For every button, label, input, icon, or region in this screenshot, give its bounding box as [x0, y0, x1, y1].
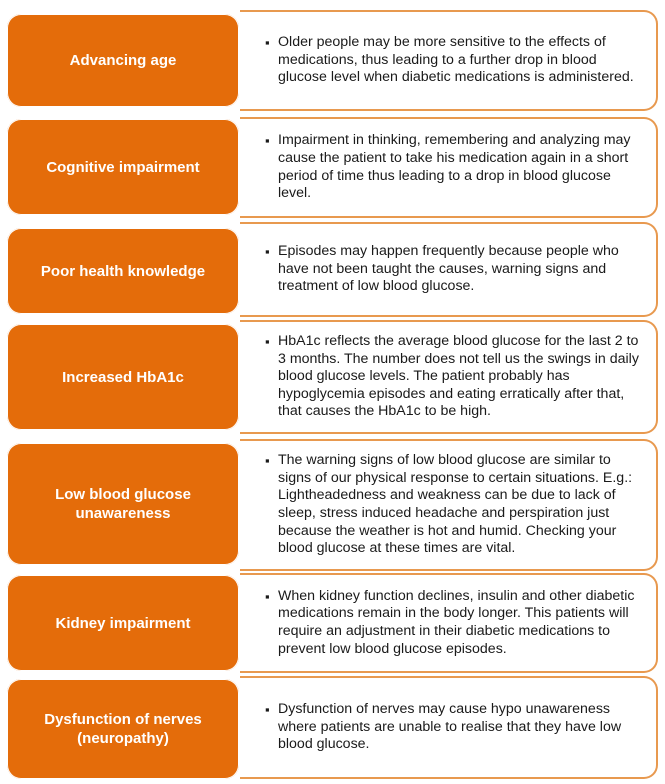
factor-description [265, 132, 642, 202]
factor-description-text: Older people may be more sensitive to the effects of medications, thus leading to a further drop in blood glucose level when diabetic medications is administered. [278, 34, 634, 86]
factor-label: Increased HbA1c [7, 324, 239, 430]
factor-description-box [240, 222, 658, 317]
bullet-icon: ▪ [265, 244, 270, 260]
factor-description-box [240, 117, 658, 218]
factor-description [265, 587, 642, 658]
factor-description [265, 333, 642, 421]
factor-description-box [240, 573, 658, 673]
bullet-icon: ▪ [265, 133, 270, 149]
factor-description-text: Episodes may happen frequently because people who have not been taught the causes, warning signs and treatment of low blood glucose. [278, 243, 619, 295]
factor-description [265, 34, 642, 87]
factor-label: Dysfunction of nerves (neuropathy) [7, 679, 239, 779]
factor-description [265, 701, 642, 754]
factor-description-box [240, 10, 658, 111]
factor-description [265, 452, 642, 558]
bullet-icon: ▪ [265, 702, 270, 718]
factor-label: Poor health knowledge [7, 228, 239, 314]
bullet-icon: ▪ [265, 588, 270, 604]
factor-description-text: HbA1c reflects the average blood glucose for the last 2 to 3 months. The number does not tell us the swings in daily blood glucose levels. The patient probably has hypoglycemia episodes and eating erratically after that, that causes the HbA1c to be high. [278, 333, 639, 420]
bullet-icon: ▪ [265, 453, 270, 469]
factor-label: Low blood glucose unawareness [7, 443, 239, 565]
factor-label: Cognitive impairment [7, 119, 239, 215]
bullet-icon: ▪ [265, 35, 270, 51]
bullet-icon: ▪ [265, 334, 270, 350]
factor-description-text: Dysfunction of nerves may cause hypo unawareness where patients are unable to realise that they have low blood glucose. [278, 701, 622, 753]
factor-description [265, 243, 642, 296]
factor-description-box [240, 320, 658, 434]
factor-description-box [240, 676, 658, 779]
factor-description-text: The warning signs of low blood glucose are similar to signs of our physical response to certain situations. E.g.: Lightheadedness and weakness can be due to lack of sleep, stress induced headache and perspiration just because the weather is hot and humid. Checking your blood glucose at these times are vital. [278, 452, 633, 557]
factor-description-text: When kidney function declines, insulin and other diabetic medications remain in the body longer. This patients will require an adjustment in their diabetic medications to prevent low blood glucose episodes. [278, 587, 635, 657]
factor-label: Advancing age [7, 14, 239, 107]
factor-description-text: Impairment in thinking, remembering and analyzing may cause the patient to take his medication again in a short period of time thus leading to a drop in blood glucose level. [278, 132, 631, 202]
factor-label: Kidney impairment [7, 575, 239, 671]
factor-description-box [240, 439, 658, 571]
